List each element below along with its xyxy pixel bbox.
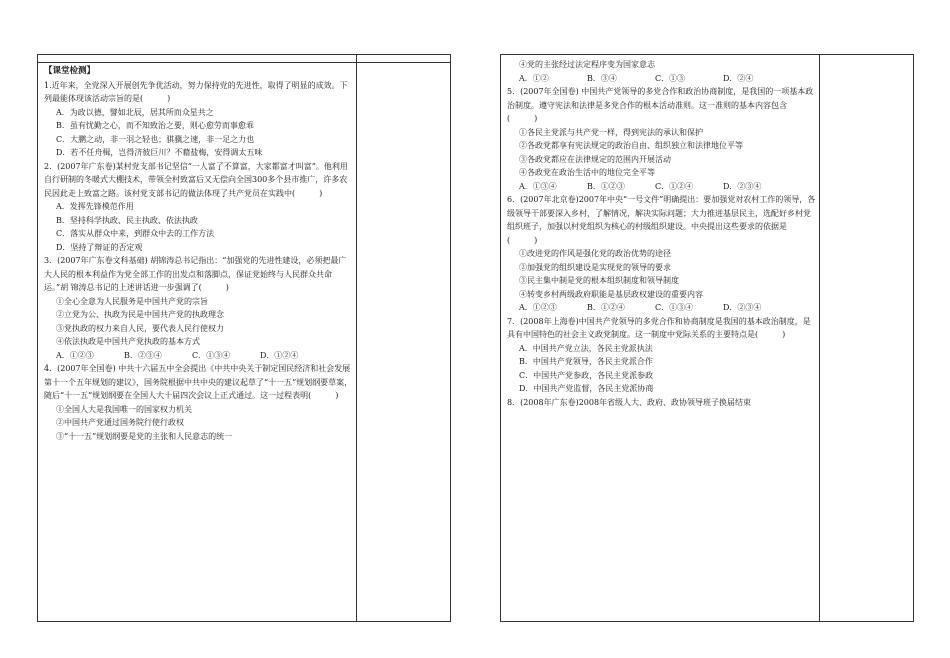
q5-choices [507, 180, 817, 194]
q7-option-c: C．中国共产党参政，各民主党派参政 [519, 370, 654, 380]
right-column-divider [819, 55, 820, 621]
q3-item-2: ②立党为公、执政为民是中国共产党的执政理念 [56, 310, 224, 319]
question-4-stem: 4．(2007年全国卷) 中共十六届五中全会提出《中共中央关于制定国民经济和社会发展第十一个五年规划的建议》，国务院根据中共中央的建议起草了“十一五”规划纲要草案，随后“十一五”规划纲要在全国人大十届四次会议上正式通过。这一过程表明( ) [44, 364, 353, 400]
q3-item-1: ①全心全意为人民服务是中国共产党的宗旨 [56, 296, 208, 306]
q4-item-2: ②中国共产党通过国务院行使行政权 [56, 418, 184, 427]
question-7-stem: 7．(2008年上海卷)中国共产党领导的多党合作和协商制度是我国的基本政治制度，是具有中国特色的社会主义政党制度。这一制度中党际关系的主要特点是( ) [507, 316, 811, 339]
q4-choice-d: D．②④ [723, 73, 754, 83]
q5-choice-d: D．②③④ [723, 181, 762, 191]
q3-item-4: ④依法执政是中国共产党执政的基本方式 [56, 337, 200, 346]
q6-choice-d: D．②③④ [723, 303, 762, 312]
q4-choice-a: A．①② [519, 73, 549, 83]
q1-option-d: D．若不任舟楫，岂得济彼巨川？不藉盐梅，安得调太五味 [56, 148, 263, 157]
question-6-stem: 6．(2007年北京卷)2007年中央“一号文件”明确提出：要加强党对农村工作的领导，各级领导干部要深入乡村，了解情况，解决实际问题；大力推进基层民主，选配好乡村党组织班子，加强以村党组织为核心的村级组织建设。中央提出这些要求的依据是( ) [507, 195, 816, 245]
q4-item-3: ③“十一五”规划纲要是党的主张和人民意志的统一 [56, 431, 233, 441]
q4-choice-c: C．①③ [655, 73, 686, 83]
q3-choice-a: A．①②③ [56, 350, 94, 360]
q5-item-1: ①各民主党派与共产党一样，得到宪法的承认和保护 [519, 127, 703, 137]
q1-option-c: C．大鹏之动，非一羽之轻也；骐骥之速，非一足之力也 [56, 134, 255, 144]
q4-choices [507, 72, 817, 86]
q3-choice-b: B．②③④ [124, 350, 162, 360]
section-heading: 【课堂检测】 [44, 66, 96, 76]
q3-choices [44, 349, 354, 363]
q5-item-2: ②各政党都享有宪法规定的政治自由、组织独立和法律地位平等 [519, 141, 743, 150]
question-3-stem: 3．(2007年广东卷文科基础) 胡锦涛总书记指出：“加强党的先进性建设，必须把最广大人民的根本利益作为党全部工作的出发点和落脚点，保证党始终与人民群众共命运。”胡 锦涛总书记的上述讲话进一步强调了( ) [44, 256, 347, 292]
q2-option-b: B．坚持科学执政、民主执政、依法执政 [56, 215, 198, 225]
q5-choice-b: B．①②③ [587, 181, 625, 191]
q2-option-d: D．坚持了辩证的否定观 [56, 242, 143, 252]
left-top-rule [38, 62, 450, 63]
q4-item-1: ①全国人大是我国唯一的国家权力机关 [56, 404, 192, 414]
q5-item-3: ③各政党都应在法律规定的范围内开展活动 [519, 154, 671, 164]
q6-item-1: ①改进党的作风是强化党的政治优势的途径 [519, 249, 671, 258]
q6-item-4: ④转变乡村两级政府职能是基层政权建设的重要内容 [519, 289, 703, 299]
question-8-stem: 8．(2008年广东卷)2008年省级人大、政府、政协领导班子换届结束 [507, 397, 752, 407]
q6-item-2: ②加强党的组织建设是实现党的领导的要求 [519, 262, 671, 272]
q6-choice-a: A．①②③ [519, 303, 557, 312]
question-5-stem: 5．(2007年全国卷) 中国共产党领导的多党合作和政治协商制度，是我国的一项基本政治制度。遵守宪法和法律是多党合作的根本活动准则。这一准则的基本内容包含( ) [507, 87, 814, 123]
q1-option-b: B．虽有忧勤之心，而不知致治之要，则心愈劳而事愈乖 [56, 121, 254, 130]
right-content [507, 58, 817, 409]
q7-option-d: D．中国共产党监督，各民主党派协商 [519, 384, 654, 393]
q3-item-3: ③党执政的权力来自人民，要代表人民行使权力 [56, 323, 224, 333]
q7-option-a: A．中国共产党立法，各民主党派执法 [519, 343, 653, 353]
left-content [44, 65, 354, 443]
q6-item-3: ③民主集中制是党的根本组织制度和领导制度 [519, 276, 679, 285]
q2-option-c: C．落实从群众中来，到群众中去的工作方法 [56, 229, 215, 238]
q6-choices [507, 301, 817, 315]
left-page [37, 54, 451, 622]
question-1-stem: 1.近年来，全党深入开展创先争优活动，努力保持党的先进性，取得了明显的成效。下列最能体现该活动宗旨的是( ) [44, 80, 348, 103]
q3-choice-c: C．①③④ [192, 350, 231, 360]
q6-choice-b: B．①②④ [587, 303, 625, 312]
q7-option-b: B．中国共产党领导，各民主党派合作 [519, 357, 653, 366]
q5-item-4: ④各政党在政治生活中的地位完全平等 [519, 168, 655, 177]
q6-choice-c: C．①③④ [655, 303, 694, 312]
left-column-divider [356, 55, 357, 621]
q1-option-a: A．为政以德，譬如北辰，居其所而众星共之 [56, 107, 214, 117]
right-page [500, 54, 914, 622]
q4-item-4: ④党的主张经过法定程序变为国家意志 [519, 60, 655, 69]
question-2-stem: 2．(2007年广东卷)某村党支部书记坚信“一人富了不算富，大家都富才叫富”。他利用自行研制的冬暖式大棚技术，带领全村致富后又无偿向全国300多个县市推广，许多农民因此走上致富之路。该村党支部书记的做法体现了共产党员在实践中( ) [44, 161, 348, 198]
q5-choice-a: A．①③④ [519, 181, 557, 191]
q4-choice-b: B．③④ [587, 73, 617, 83]
q2-option-a: A．发挥先锋模范作用 [56, 202, 134, 211]
q3-choice-d: D．①②④ [260, 350, 299, 360]
q5-choice-c: C．①②④ [655, 181, 694, 191]
